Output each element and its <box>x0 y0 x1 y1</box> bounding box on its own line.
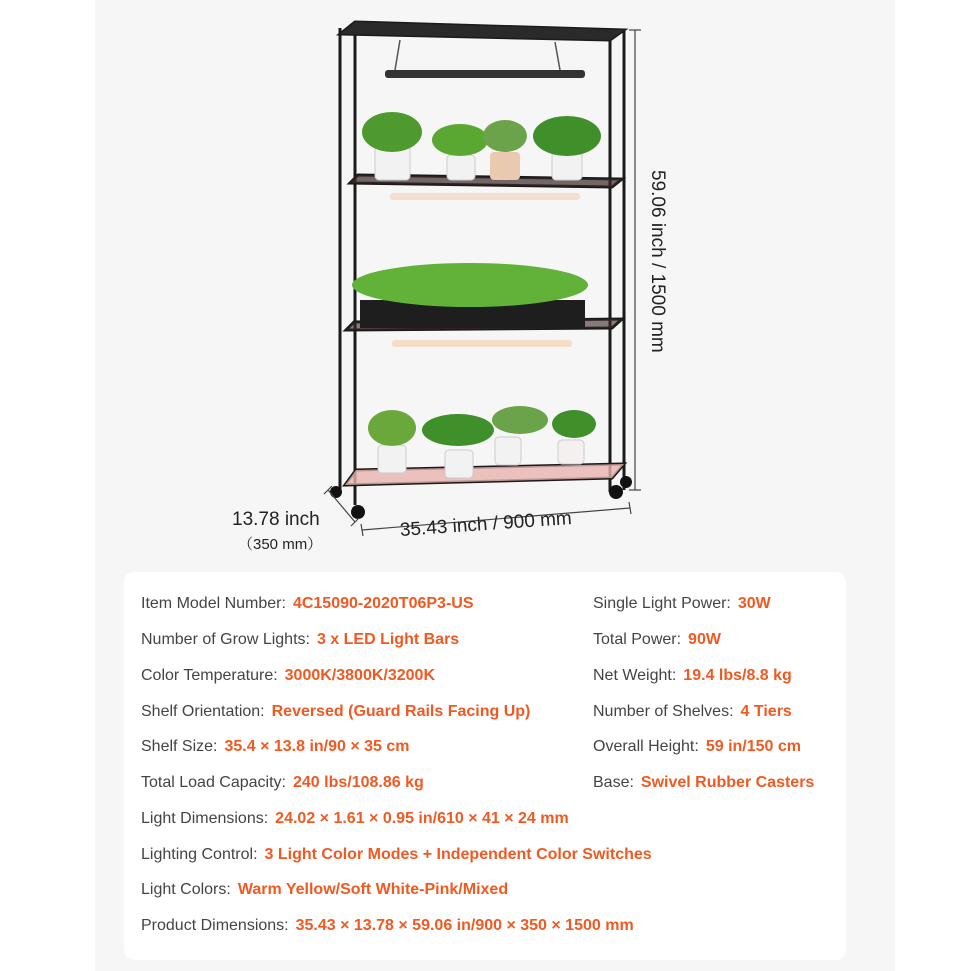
caster-br <box>620 476 632 488</box>
width-label: 35.43 inch / 900 mm <box>399 508 573 541</box>
depth-label-mm: （350 mm） <box>238 536 323 553</box>
spec-light-dimensions: Light Dimensions: 24.02 × 1.61 × 0.95 in/610 × 41 × 24 mm <box>141 810 569 827</box>
spec-total-power: Total Power: 90W <box>593 631 721 648</box>
spec-net-weight: Net Weight: 19.4 lbs/8.8 kg <box>593 667 792 684</box>
height-dimension-line <box>629 30 641 490</box>
light-bar-1 <box>385 70 585 78</box>
spec-grow-lights: Number of Grow Lights: 3 x LED Light Bars <box>141 631 460 648</box>
caster-fl <box>351 505 365 519</box>
spec-light-colors: Light Colors: Warm Yellow/Soft White-Pink/Mixed <box>141 881 509 898</box>
spec-shelf-size: Shelf Size: 35.4 × 13.8 in/90 × 35 cm <box>141 738 410 755</box>
spec-base: Base: Swivel Rubber Casters <box>593 774 815 791</box>
spec-overall-height: Overall Height: 59 in/150 cm <box>593 738 801 755</box>
spec-shelf-orientation: Shelf Orientation: Reversed (Guard Rails Facing Up) <box>141 703 531 720</box>
spec-model: Item Model Number: 4C15090-2020T06P3-US <box>141 595 474 612</box>
spec-number-of-shelves: Number of Shelves: 4 Tiers <box>593 703 792 720</box>
seedling-tray <box>352 263 588 328</box>
spec-single-power: Single Light Power: 30W <box>593 595 771 612</box>
light-bar-2 <box>390 193 580 200</box>
spec-product-dimensions: Product Dimensions: 35.43 × 13.78 × 59.06 in/900 × 350 × 1500 mm <box>141 917 634 934</box>
caster-bl <box>330 486 342 498</box>
light-bar-3 <box>392 340 572 347</box>
depth-label-inch: 13.78 inch <box>232 509 320 530</box>
spec-load-capacity: Total Load Capacity: 240 lbs/108.86 kg <box>141 774 424 791</box>
spec-lighting-control: Lighting Control: 3 Light Color Modes + Independent Color Switches <box>141 846 652 863</box>
top-plants <box>362 112 601 180</box>
caster-fr <box>609 485 623 499</box>
spec-color-temperature: Color Temperature: 3000K/3800K/3200K <box>141 667 435 684</box>
height-label: 59.06 inch / 1500 mm <box>647 170 668 353</box>
